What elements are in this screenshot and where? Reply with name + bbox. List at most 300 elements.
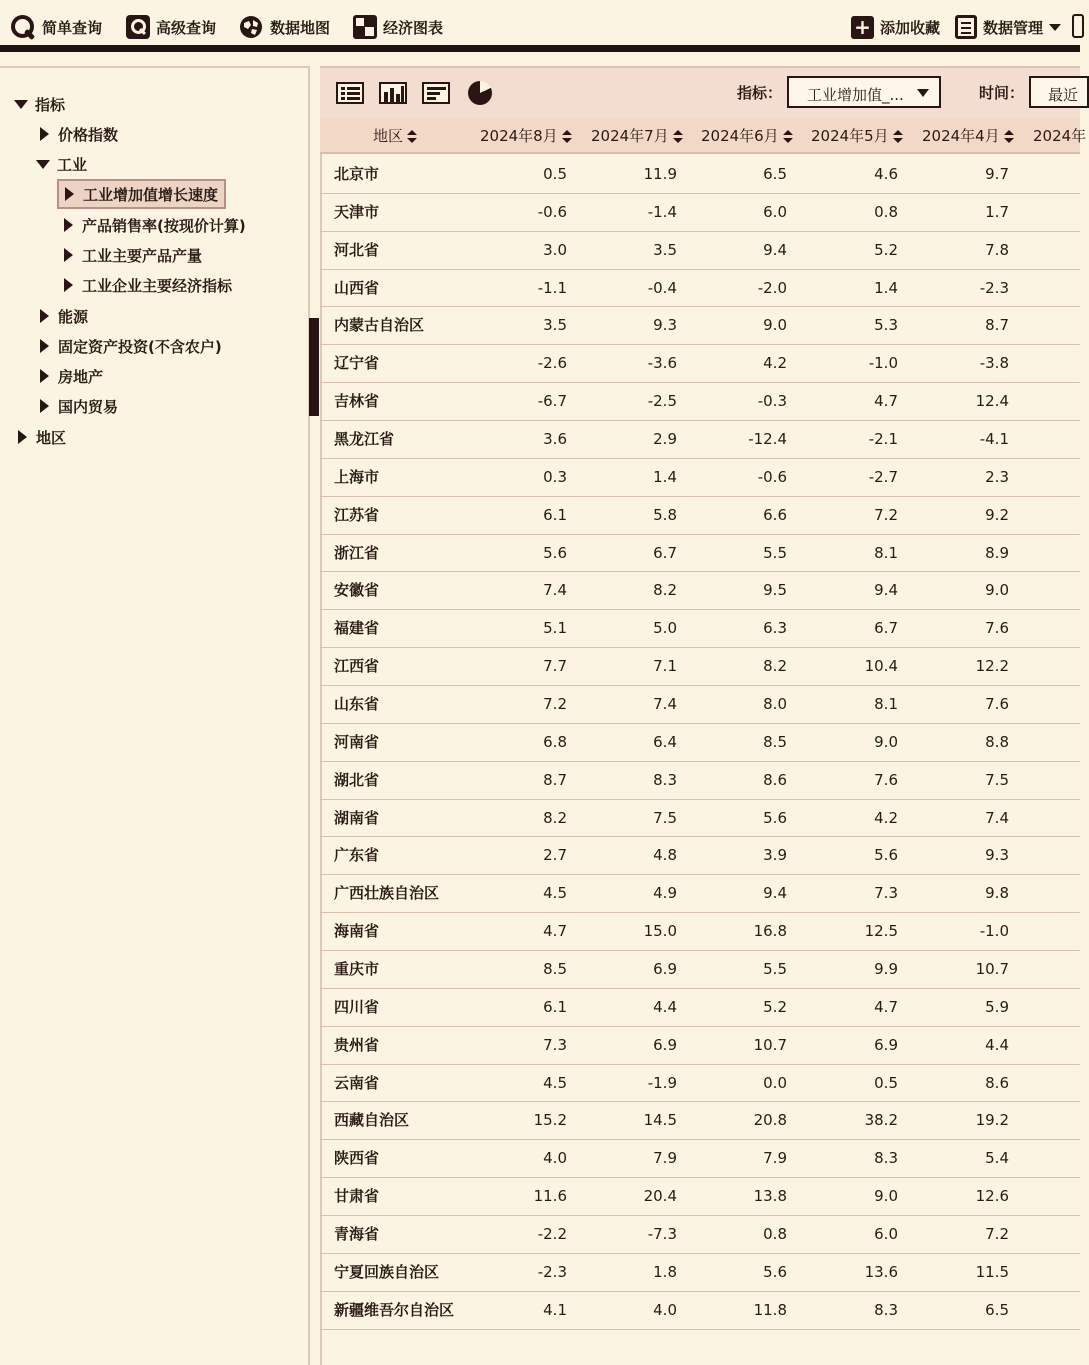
value-cell: 9.8 xyxy=(985,884,1009,903)
table-row[interactable] xyxy=(320,1027,1080,1065)
column-header-label: 2024年5月 xyxy=(811,127,889,145)
table-header-row xyxy=(320,118,1087,154)
chart-icon xyxy=(353,15,377,39)
table-row[interactable] xyxy=(320,1216,1080,1254)
tree-node-label: 产品销售率(按现价计算) xyxy=(82,216,246,235)
value-cell: 8.3 xyxy=(653,770,677,789)
simple-query-button[interactable] xyxy=(10,12,102,42)
expand-right-icon xyxy=(18,430,27,444)
value-cell: 13.8 xyxy=(753,1187,787,1206)
value-cell: 4.4 xyxy=(985,1035,1009,1054)
value-cell: 6.1 xyxy=(543,997,567,1016)
value-cell: 8.3 xyxy=(874,1149,898,1168)
value-cell: 8.9 xyxy=(985,543,1009,562)
value-cell: 2.9 xyxy=(653,430,677,449)
region-cell: 西藏自治区 xyxy=(334,1111,410,1130)
value-cell: 5.8 xyxy=(653,505,677,524)
tree-node-energy[interactable] xyxy=(40,305,88,327)
value-cell: 4.0 xyxy=(543,1149,567,1168)
region-cell: 河北省 xyxy=(334,240,380,259)
region-cell: 上海市 xyxy=(334,467,380,486)
value-cell: 10.7 xyxy=(753,1035,787,1054)
value-cell: 11.6 xyxy=(533,1187,567,1206)
document-icon xyxy=(955,15,977,39)
value-cell: 11.9 xyxy=(643,165,677,183)
value-cell: 12.2 xyxy=(975,657,1009,676)
expand-right-icon xyxy=(40,309,49,323)
value-cell: 4.7 xyxy=(874,997,898,1016)
sort-icon xyxy=(893,130,903,144)
value-cell: 6.9 xyxy=(874,1035,898,1054)
expand-right-icon xyxy=(64,248,73,262)
value-cell: 6.9 xyxy=(653,960,677,979)
region-cell: 云南省 xyxy=(334,1073,380,1092)
value-cell: 7.2 xyxy=(543,695,567,714)
value-cell: 10.4 xyxy=(864,657,898,676)
value-cell: -7.3 xyxy=(647,1225,677,1244)
expand-right-icon xyxy=(40,369,49,383)
tree-node-label: 地区 xyxy=(36,428,67,447)
value-cell: 11.8 xyxy=(753,1300,787,1319)
region-cell: 山西省 xyxy=(334,278,380,297)
table-row[interactable] xyxy=(320,535,1080,573)
value-cell: 6.5 xyxy=(763,165,787,183)
value-cell: 8.7 xyxy=(543,770,567,789)
region-cell: 甘肃省 xyxy=(334,1187,380,1206)
value-cell: 6.3 xyxy=(763,619,787,638)
region-cell: 重庆市 xyxy=(334,960,380,979)
value-cell: 0.5 xyxy=(874,1073,898,1092)
table-row[interactable] xyxy=(320,194,1080,232)
region-cell: 内蒙古自治区 xyxy=(334,316,425,335)
value-cell: -0.4 xyxy=(647,278,677,297)
expand-right-icon xyxy=(40,399,49,413)
advanced-query-button[interactable] xyxy=(126,12,216,42)
column-header-label: 2024年8月 xyxy=(480,127,558,145)
value-cell: 6.7 xyxy=(874,619,898,638)
column-header-label: 2024年 xyxy=(1033,127,1087,145)
time-label: 时间： xyxy=(979,84,1025,102)
table-row[interactable] xyxy=(320,421,1080,459)
expand-down-icon xyxy=(36,160,50,169)
value-cell: 8.5 xyxy=(763,732,787,751)
value-cell: 7.2 xyxy=(874,505,898,524)
region-cell: 广东省 xyxy=(334,846,380,865)
value-cell: 7.5 xyxy=(985,770,1009,789)
indicator-select[interactable] xyxy=(787,76,941,108)
region-cell: 山东省 xyxy=(334,695,380,714)
tree-node-label: 价格指数 xyxy=(58,125,119,144)
region-cell: 青海省 xyxy=(334,1225,380,1244)
tree-node-label: 工业企业主要经济指标 xyxy=(82,276,233,295)
value-cell: -0.6 xyxy=(757,467,787,486)
region-cell: 辽宁省 xyxy=(334,354,380,373)
table-row[interactable] xyxy=(320,610,1080,648)
region-cell: 陕西省 xyxy=(334,1149,380,1168)
region-cell: 四川省 xyxy=(334,997,380,1016)
economic-charts-label: 经济图表 xyxy=(383,18,444,37)
data-management-menu[interactable] xyxy=(955,12,1061,42)
advanced-query-label: 高级查询 xyxy=(156,18,217,37)
column-header-2024-03[interactable] xyxy=(1033,118,1087,154)
sort-icon xyxy=(783,130,793,144)
value-cell: 9.0 xyxy=(874,732,898,751)
value-cell: -2.1 xyxy=(868,430,898,449)
value-cell: 7.1 xyxy=(653,657,677,676)
value-cell: 5.4 xyxy=(985,1149,1009,1168)
tree-node-fixed-asset-investment[interactable] xyxy=(40,335,222,357)
value-cell: 7.4 xyxy=(653,695,677,714)
nav-divider xyxy=(0,45,1080,52)
value-cell: -1.0 xyxy=(868,354,898,373)
value-cell: 3.0 xyxy=(543,240,567,259)
value-cell: 7.7 xyxy=(543,657,567,676)
value-cell: 15.2 xyxy=(533,1111,567,1130)
value-cell: 4.7 xyxy=(543,922,567,941)
value-cell: 3.9 xyxy=(763,846,787,865)
expand-right-icon xyxy=(40,339,49,353)
region-cell: 天津市 xyxy=(334,202,380,221)
table-row[interactable] xyxy=(320,724,1080,762)
value-cell: 4.8 xyxy=(653,846,677,865)
value-cell: 8.6 xyxy=(985,1073,1009,1092)
value-cell: 6.6 xyxy=(763,505,787,524)
region-cell: 湖南省 xyxy=(334,808,380,827)
plus-icon: + xyxy=(851,16,874,39)
value-cell: -2.0 xyxy=(757,278,787,297)
value-cell: 7.6 xyxy=(985,695,1009,714)
table-row[interactable] xyxy=(320,307,1080,345)
value-cell: 9.9 xyxy=(874,960,898,979)
advanced-search-icon xyxy=(126,15,150,39)
value-cell: 3.5 xyxy=(543,316,567,335)
table-row[interactable] xyxy=(320,951,1080,989)
table-row[interactable] xyxy=(320,232,1080,270)
value-cell: -2.5 xyxy=(647,392,677,411)
value-cell: 6.5 xyxy=(985,1300,1009,1319)
column-header-label: 地区 xyxy=(373,127,404,145)
value-cell: 5.2 xyxy=(874,240,898,259)
value-cell: 6.7 xyxy=(653,543,677,562)
data-management-label: 数据管理 xyxy=(983,18,1044,37)
value-cell: -2.6 xyxy=(537,354,567,373)
tree-node-label: 工业主要产品产量 xyxy=(82,246,203,265)
value-cell: 9.2 xyxy=(985,505,1009,524)
value-cell: 9.4 xyxy=(874,581,898,600)
value-cell: -6.7 xyxy=(537,392,567,411)
simple-query-label: 简单查询 xyxy=(42,18,103,37)
search-icon xyxy=(10,14,36,40)
table-row[interactable] xyxy=(320,686,1080,724)
column-header-label: 2024年6月 xyxy=(701,127,779,145)
value-cell: 6.9 xyxy=(653,1035,677,1054)
table-row[interactable] xyxy=(320,156,1080,194)
value-cell: 4.2 xyxy=(874,808,898,827)
value-cell: 7.9 xyxy=(653,1149,677,1168)
expand-right-icon xyxy=(64,278,73,292)
pie-chart-icon[interactable] xyxy=(468,81,492,105)
value-cell: 8.8 xyxy=(985,732,1009,751)
value-cell: 16.8 xyxy=(753,922,787,941)
value-cell: 20.4 xyxy=(643,1187,677,1206)
value-cell: 1.4 xyxy=(653,467,677,486)
region-cell: 黑龙江省 xyxy=(334,430,395,449)
expand-right-icon xyxy=(40,127,49,141)
value-cell: 5.3 xyxy=(874,316,898,335)
value-cell: -2.2 xyxy=(537,1225,567,1244)
value-cell: 1.7 xyxy=(985,202,1009,221)
add-favorite-label: 添加收藏 xyxy=(880,18,941,37)
value-cell: 5.6 xyxy=(763,1262,787,1281)
value-cell: 7.9 xyxy=(763,1149,787,1168)
value-cell: -12.4 xyxy=(748,430,787,449)
value-cell: 3.5 xyxy=(653,240,677,259)
value-cell: 2.7 xyxy=(543,846,567,865)
region-cell: 江苏省 xyxy=(334,505,380,524)
value-cell: 5.6 xyxy=(874,846,898,865)
value-cell: 0.0 xyxy=(763,1073,787,1092)
value-cell: 4.5 xyxy=(543,1073,567,1092)
region-cell: 广西壮族自治区 xyxy=(334,884,440,903)
value-cell: 7.4 xyxy=(985,808,1009,827)
value-cell: 19.2 xyxy=(975,1111,1009,1130)
value-cell: 6.1 xyxy=(543,505,567,524)
value-cell: 9.3 xyxy=(653,316,677,335)
value-cell: 7.2 xyxy=(985,1225,1009,1244)
expand-right-icon xyxy=(65,187,74,201)
table-row[interactable] xyxy=(320,383,1080,421)
value-cell: 38.2 xyxy=(864,1111,898,1130)
value-cell: 6.4 xyxy=(653,732,677,751)
table-row[interactable] xyxy=(320,1102,1080,1140)
indicator-label: 指标： xyxy=(737,84,783,102)
value-cell: 4.9 xyxy=(653,884,677,903)
value-cell: 0.8 xyxy=(874,202,898,221)
value-cell: 5.5 xyxy=(763,543,787,562)
region-cell: 河南省 xyxy=(334,732,380,751)
sort-icon xyxy=(407,130,417,144)
value-cell: 5.9 xyxy=(985,997,1009,1016)
region-cell: 宁夏回族自治区 xyxy=(334,1262,440,1281)
value-cell: 12.5 xyxy=(864,922,898,941)
column-header-region[interactable] xyxy=(373,118,417,154)
data-map-button[interactable] xyxy=(238,12,330,42)
value-cell: 4.6 xyxy=(874,165,898,183)
table-row[interactable] xyxy=(320,459,1080,497)
table-row[interactable] xyxy=(320,913,1080,951)
region-cell: 吉林省 xyxy=(334,392,380,411)
table-view-icon[interactable] xyxy=(336,82,364,104)
value-cell: 6.0 xyxy=(763,202,787,221)
value-cell: 14.5 xyxy=(643,1111,677,1130)
tree-node-label: 房地产 xyxy=(58,367,104,386)
tree-node-label: 固定资产投资(不含农户) xyxy=(58,337,222,356)
value-cell: 9.0 xyxy=(985,581,1009,600)
column-header-2024-04[interactable] xyxy=(922,118,1014,154)
tree-node-product-sales-rate[interactable] xyxy=(64,214,246,236)
value-cell: 6.0 xyxy=(874,1225,898,1244)
value-cell: 2.3 xyxy=(985,467,1009,486)
value-cell: 11.5 xyxy=(975,1262,1009,1281)
value-cell: 4.4 xyxy=(653,997,677,1016)
sort-icon xyxy=(562,130,572,144)
tree-node-main-product-output[interactable] xyxy=(64,244,202,266)
table-row[interactable] xyxy=(320,837,1080,875)
value-cell: -2.7 xyxy=(868,467,898,486)
value-cell: 1.8 xyxy=(653,1262,677,1281)
horizontal-bar-chart-icon[interactable] xyxy=(422,82,450,104)
value-cell: 9.3 xyxy=(985,846,1009,865)
value-cell: 9.4 xyxy=(763,884,787,903)
tree-node-enterprise-indicators[interactable] xyxy=(64,274,232,296)
tree-node-real-estate[interactable] xyxy=(40,365,103,387)
value-cell: 8.3 xyxy=(874,1300,898,1319)
value-cell: 5.1 xyxy=(543,619,567,638)
value-cell: 13.6 xyxy=(864,1262,898,1281)
table-row[interactable] xyxy=(320,497,1080,535)
panel-splitter-handle[interactable] xyxy=(309,318,319,416)
value-cell: 10.7 xyxy=(975,960,1009,979)
sort-icon xyxy=(1004,130,1014,144)
indicator-select-value: 工业增加值_... xyxy=(807,86,904,104)
value-cell: 5.0 xyxy=(653,619,677,638)
value-cell: 7.4 xyxy=(543,581,567,600)
value-cell: -1.1 xyxy=(537,278,567,297)
column-header-label: 2024年4月 xyxy=(922,127,1000,145)
value-cell: 9.0 xyxy=(763,316,787,335)
column-header-2024-07[interactable] xyxy=(591,118,683,154)
data-map-label: 数据地图 xyxy=(270,18,331,37)
chevron-down-icon xyxy=(917,89,929,97)
value-cell: 8.6 xyxy=(763,770,787,789)
table-row[interactable] xyxy=(320,800,1080,838)
sort-icon xyxy=(673,130,683,144)
window-control-icon[interactable] xyxy=(1072,14,1084,38)
value-cell: 0.8 xyxy=(763,1225,787,1244)
column-header-label: 2024年7月 xyxy=(591,127,669,145)
region-cell: 海南省 xyxy=(334,922,380,941)
value-cell: 8.7 xyxy=(985,316,1009,335)
table-row[interactable] xyxy=(320,1065,1080,1103)
tree-node-label: 指标 xyxy=(35,95,66,114)
column-header-2024-05[interactable] xyxy=(811,118,903,154)
value-cell: 8.0 xyxy=(763,695,787,714)
value-cell: 7.3 xyxy=(543,1035,567,1054)
bar-chart-icon[interactable] xyxy=(379,82,407,104)
value-cell: 9.7 xyxy=(985,165,1009,183)
table-body xyxy=(320,156,1080,1330)
expand-down-icon xyxy=(14,100,28,109)
column-header-2024-08[interactable] xyxy=(480,118,572,154)
table-row[interactable] xyxy=(320,875,1080,913)
region-cell: 安徽省 xyxy=(334,581,380,600)
table-row[interactable] xyxy=(320,648,1080,686)
column-header-2024-06[interactable] xyxy=(701,118,793,154)
region-cell: 贵州省 xyxy=(334,1035,380,1054)
table-row[interactable] xyxy=(320,762,1080,800)
value-cell: -1.0 xyxy=(979,922,1009,941)
value-cell: 5.2 xyxy=(763,997,787,1016)
value-cell: 4.1 xyxy=(543,1300,567,1319)
chevron-down-icon xyxy=(1049,24,1061,31)
table-row[interactable] xyxy=(320,572,1080,610)
value-cell: -2.3 xyxy=(537,1262,567,1281)
table-row[interactable] xyxy=(320,345,1080,383)
value-cell: 7.6 xyxy=(985,619,1009,638)
tree-node-region[interactable] xyxy=(18,426,66,448)
time-select[interactable] xyxy=(1029,76,1089,108)
value-cell: 12.4 xyxy=(975,392,1009,411)
region-cell: 北京市 xyxy=(334,165,380,183)
table-row[interactable] xyxy=(320,1140,1080,1178)
value-cell: -0.3 xyxy=(757,392,787,411)
value-cell: 8.2 xyxy=(653,581,677,600)
value-cell: 4.2 xyxy=(763,354,787,373)
value-cell: 4.5 xyxy=(543,884,567,903)
value-cell: 8.2 xyxy=(543,808,567,827)
value-cell: 9.5 xyxy=(763,581,787,600)
value-cell: 1.4 xyxy=(874,278,898,297)
value-cell: 0.5 xyxy=(543,165,567,183)
value-cell: -0.6 xyxy=(537,202,567,221)
tree-node-domestic-trade[interactable] xyxy=(40,395,118,417)
tree-node-indicators[interactable] xyxy=(14,93,65,115)
value-cell: 5.5 xyxy=(763,960,787,979)
value-cell: 6.8 xyxy=(543,732,567,751)
table-row[interactable] xyxy=(320,1178,1080,1216)
value-cell: -1.9 xyxy=(647,1073,677,1092)
region-cell: 江西省 xyxy=(334,657,380,676)
value-cell: 3.6 xyxy=(543,430,567,449)
value-cell: 15.0 xyxy=(643,922,677,941)
region-cell: 湖北省 xyxy=(334,770,380,789)
value-cell: 4.7 xyxy=(874,392,898,411)
region-cell: 浙江省 xyxy=(334,543,380,562)
tree-node-industry[interactable] xyxy=(36,153,87,175)
value-cell: 7.8 xyxy=(985,240,1009,259)
value-cell: -2.3 xyxy=(979,278,1009,297)
value-cell: 8.5 xyxy=(543,960,567,979)
tree-node-label: 工业 xyxy=(57,155,88,174)
tree-node-price-index[interactable] xyxy=(40,123,118,145)
value-cell: 7.5 xyxy=(653,808,677,827)
table-row[interactable] xyxy=(320,1292,1080,1330)
tree-node-label: 能源 xyxy=(58,307,89,326)
value-cell: 9.0 xyxy=(874,1187,898,1206)
value-cell: 5.6 xyxy=(543,543,567,562)
tree-node-label: 国内贸易 xyxy=(58,397,119,416)
region-cell: 新疆维吾尔自治区 xyxy=(334,1300,455,1319)
table-row[interactable] xyxy=(320,270,1080,308)
value-cell: -3.8 xyxy=(979,354,1009,373)
region-cell: 福建省 xyxy=(334,619,380,638)
value-cell: 8.2 xyxy=(763,657,787,676)
tree-node-industrial-value-added-growth[interactable] xyxy=(57,179,226,209)
value-cell: -3.6 xyxy=(647,354,677,373)
expand-right-icon xyxy=(64,218,73,232)
value-cell: 0.3 xyxy=(543,467,567,486)
add-favorite-button[interactable] xyxy=(851,12,940,42)
economic-charts-button[interactable] xyxy=(353,12,443,42)
value-cell: 12.6 xyxy=(975,1187,1009,1206)
value-cell: 9.4 xyxy=(763,240,787,259)
value-cell: 20.8 xyxy=(753,1111,787,1130)
table-row[interactable] xyxy=(320,1254,1080,1292)
table-row[interactable] xyxy=(320,989,1080,1027)
value-cell: 4.0 xyxy=(653,1300,677,1319)
value-cell: -4.1 xyxy=(979,430,1009,449)
map-icon xyxy=(238,14,264,40)
